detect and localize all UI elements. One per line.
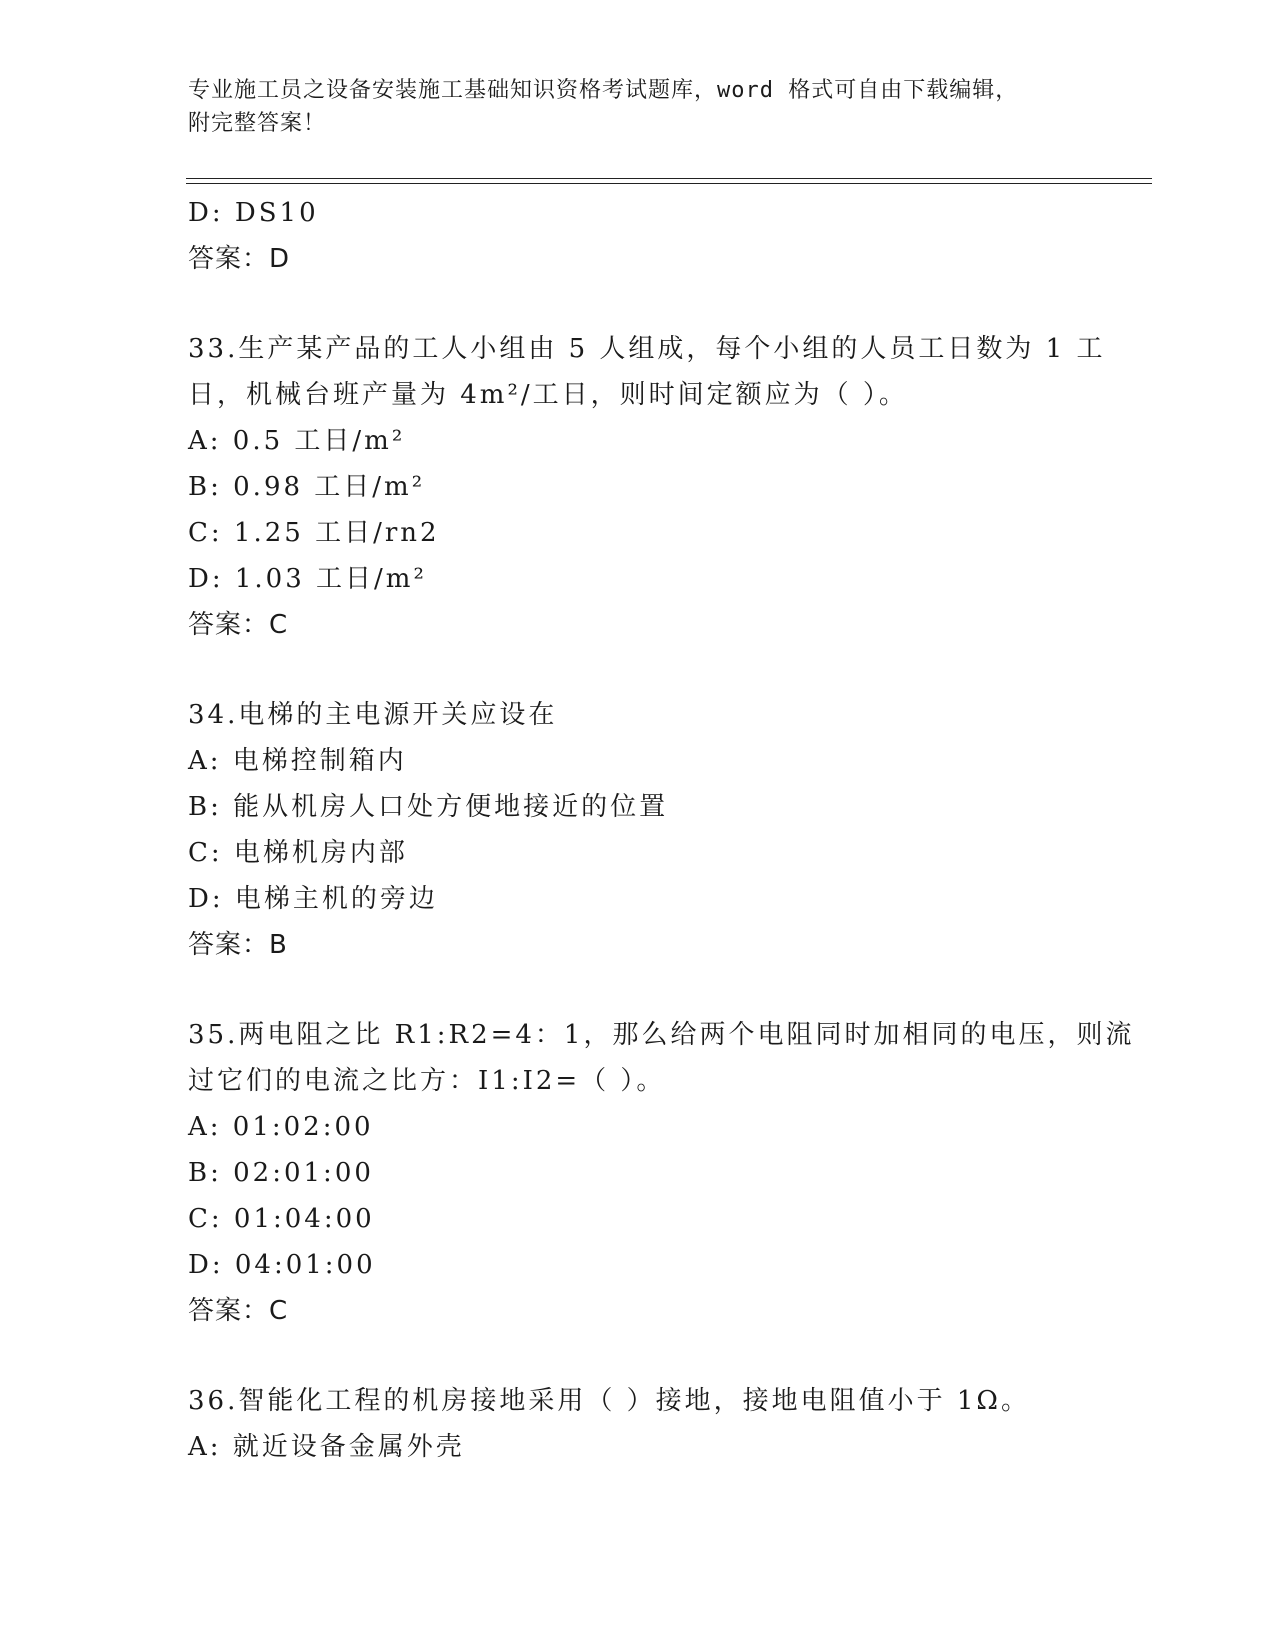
question-36-text-line-1: 36.智能化工程的机房接地采用（ ）接地，接地电阻值小于 1Ω。 bbox=[188, 1386, 1030, 1416]
question-35-option-c: C: 01:04:00 bbox=[188, 1204, 375, 1234]
question-33-text-line-1: 33.生产某产品的工人小组由 5 人组成，每个小组的人员工日数为 1 工 bbox=[188, 334, 1106, 364]
header-divider-bottom bbox=[186, 183, 1152, 184]
question-35-answer: 答案：C bbox=[188, 1296, 289, 1326]
question-34-answer: 答案：B bbox=[188, 930, 288, 960]
header-divider-top bbox=[186, 178, 1152, 179]
document-header bbox=[188, 74, 1088, 140]
question-35-text-line-2: 过它们的电流之比方：I1:I2=（ ）。 bbox=[188, 1066, 666, 1096]
question-33-option-c: C: 1.25 工日/rn2 bbox=[188, 518, 440, 548]
spacer bbox=[188, 648, 1088, 692]
question-35-option-b: B: 02:01:00 bbox=[188, 1158, 374, 1188]
question-34-option-b: B: 能从机房人口处方便地接近的位置 bbox=[188, 792, 669, 822]
question-34-option-a: A: 电梯控制箱内 bbox=[188, 746, 407, 776]
question-34-option-d: D: 电梯主机的旁边 bbox=[188, 884, 438, 914]
question-33-option-b: B: 0.98 工日/m² bbox=[188, 472, 426, 502]
answer: 答案：D bbox=[188, 244, 291, 274]
header-line-1: 专业施工员之设备安装施工基础知识资格考试题库，word 格式可自由下载编辑， bbox=[188, 78, 1019, 103]
header-line-2: 附完整答案！ bbox=[188, 111, 327, 136]
question-35-option-a: A: 01:02:00 bbox=[188, 1112, 374, 1142]
question-34-option-c: C: 电梯机房内部 bbox=[188, 838, 408, 868]
option-d: D: DS10 bbox=[188, 198, 319, 228]
question-33-option-d: D: 1.03 工日/m² bbox=[188, 564, 427, 594]
spacer bbox=[188, 968, 1088, 1012]
question-list bbox=[188, 190, 1135, 1470]
question-34-text-line-1: 34.电梯的主电源开关应设在 bbox=[188, 700, 558, 730]
question-33-option-a: A: 0.5 工日/m² bbox=[188, 426, 406, 456]
spacer bbox=[188, 282, 1088, 326]
question-35-option-d: D: 04:01:00 bbox=[188, 1250, 376, 1280]
question-33-answer: 答案：C bbox=[188, 610, 289, 640]
spacer bbox=[188, 1334, 1088, 1378]
question-35-text-line-1: 35.两电阻之比 R1:R2=4：1，那么给两个电阻同时加相同的电压，则流 bbox=[188, 1020, 1135, 1050]
question-33-text-line-2: 日，机械台班产量为 4m²/工日，则时间定额应为（ ）。 bbox=[188, 380, 908, 410]
question-36-option-a: A: 就近设备金属外壳 bbox=[188, 1432, 465, 1462]
